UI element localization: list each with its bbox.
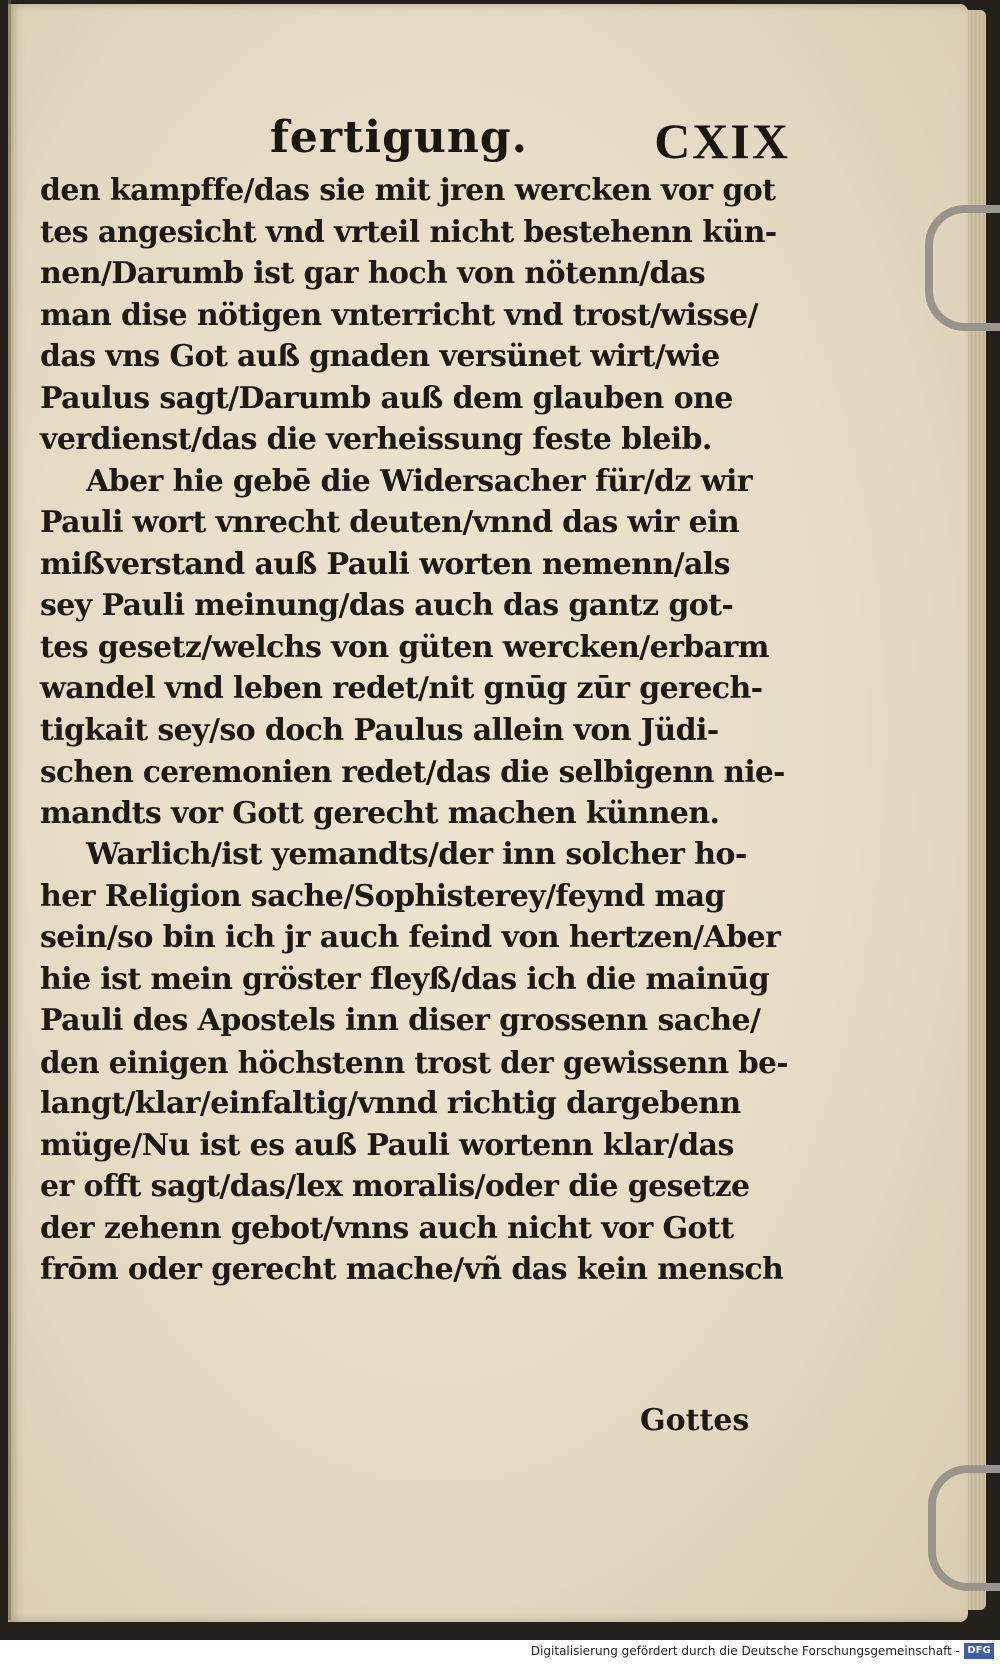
text-line: wandel vnd leben redet/nit gnūg zūr gerech- — [40, 671, 763, 706]
page-header — [270, 112, 790, 172]
text-line: nen/Darumb ist gar hoch von nötenn/das — [40, 256, 706, 291]
text-line: mandts vor Gott gerecht machen künnen. — [40, 795, 720, 831]
text-line: verdienst/das die verheissung feste bleib. — [40, 422, 712, 457]
text-line: hie ist mein gröster fleyß/das ich die mainūg — [40, 961, 770, 997]
text-line: tigkait sey/so doch Paulus allein von Jüdi- — [40, 712, 719, 748]
funding-credit: Digitalisierung gefördert durch die Deutsche Forschungsgemeinschaft - — [530, 1644, 960, 1658]
text-line: den einigen höchstenn trost der gewissenn be- — [40, 1044, 788, 1080]
dfg-logo: DFG — [964, 1643, 994, 1659]
text-line: langt/klar/einfaltig/vnnd richtig dargebenn — [40, 1086, 741, 1121]
text-line: er offt sagt/das/lex moralis/oder die gesetze — [40, 1169, 750, 1204]
text-line: man dise nötigen vnterricht vnd trost/wisse/ — [40, 297, 758, 333]
running-title: fertigung. — [270, 112, 528, 163]
text-line: das vns Got auß gnaden versünet wirt/wie — [40, 339, 720, 374]
text-line: den kampffe/das sie mit jren wercken vor got — [40, 173, 776, 208]
text-line: sey Pauli meinung/das auch das gantz got- — [40, 588, 734, 623]
text-line: tes angesicht vnd vrteil nicht bestehenn kün- — [40, 214, 777, 250]
text-line: Warlich/ist yemandts/der inn solcher ho- — [86, 837, 747, 872]
text-line: Pauli des Apostels inn diser grossenn sache/ — [40, 1003, 761, 1038]
text-line: Paulus sagt/Darumb auß dem glauben one — [40, 380, 733, 416]
text-line: der zehenn gebot/vnns auch nicht vor Gott — [40, 1210, 734, 1246]
text-line: her Religion sache/Sophisterey/feynd mag — [40, 878, 725, 914]
page-clip-bottom — [928, 1465, 1000, 1591]
text-line: frōm oder gerecht mache/vñ das kein mensch — [40, 1252, 784, 1287]
text-line: mißverstand auß Pauli worten nemenn/als — [40, 546, 730, 582]
text-line: müge/Nu ist es auß Pauli wortenn klar/das — [40, 1127, 734, 1163]
footer-bar — [0, 1640, 1000, 1664]
text-line: sein/so bin ich jr auch feind von hertzen/Aber — [40, 920, 781, 955]
folio-number: CXIX — [654, 113, 790, 169]
text-block — [40, 170, 790, 1291]
gutter-shadow — [8, 0, 11, 1620]
text-line: tes gesetz/welchs von güten wercken/erbarm — [40, 629, 769, 665]
text-line: Aber hie gebē die Widersacher für/dz wir — [86, 463, 752, 499]
catchword: Gottes — [640, 1403, 750, 1438]
text-line: schen ceremonien redet/das die selbigenn nie- — [40, 754, 785, 789]
page-clip-top — [925, 205, 1000, 331]
text-line: Pauli wort vnrecht deuten/vnnd das wir ein — [40, 505, 740, 540]
